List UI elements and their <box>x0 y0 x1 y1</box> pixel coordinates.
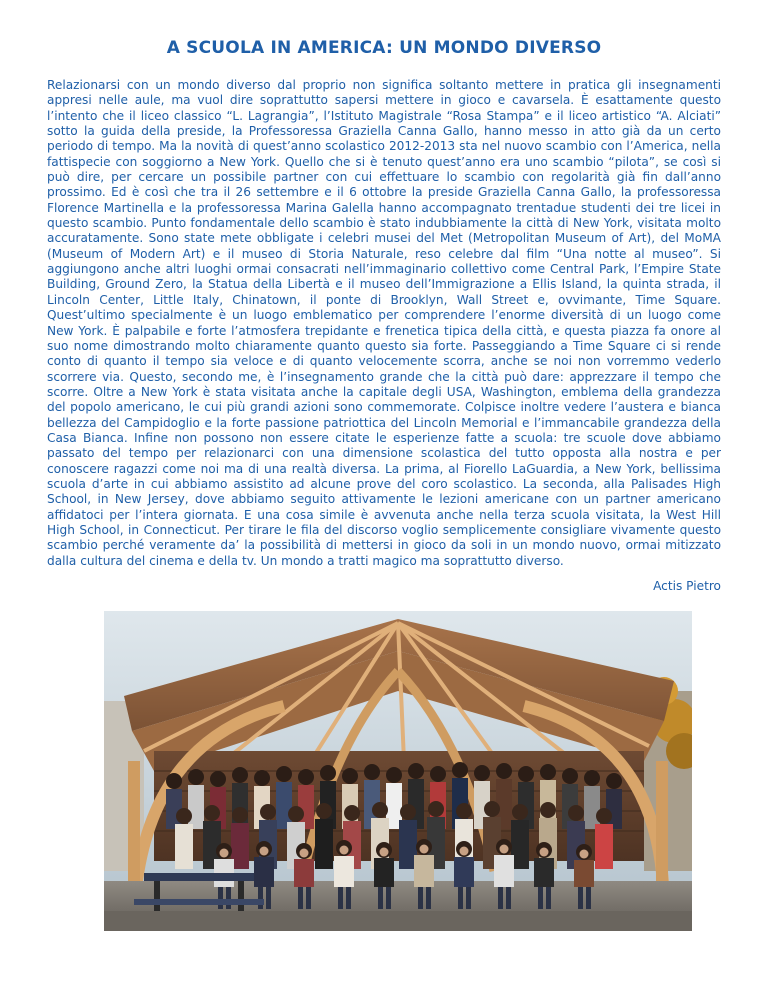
article-body: Relazionarsi con un mondo diverso dal proprio non significa soltanto mettere in pratica gli insegnamenti appresi nelle aule, ma vuol dire soprattutto sapersi mettere in gioco e cavarsela. È esattamente questo l’intento che il liceo classico “L. Lagrangia”, l’Istituto Magistrale “Rosa Stampa” e il liceo artistico “A. Alciati” sotto la guida della preside, la Professoressa Graziella Canna Gallo, hanno messo in atto già da un certo periodo di tempo. Ma la novità di quest’anno scolastico 2012-2013 sta nel nuovo scambio con l’America, nella fattispecie con soggiorno a New York. Quello che si è tenuto quest’anno era uno scambio “pilota”, se così si può dire, per cercare un possibile partner con cui effettuare lo scambio con regolarità già fin dall’anno prossimo. Ed è così che tra il 26 settembre e il 6 ottobre la preside Graziella Canna Gallo, la professoressa Florence Martinella e la professoressa Marina Galella hanno accompagnato trentadue studenti dei tre licei in questo scambio. Punto fondamentale dello scambio è stato indubbiamente la città di New York, visitata molto accuratamente. Sono state mete obbligate i celebri musei del Met (Metropolitan Museum of Art), del MoMA (Museum of Modern Art) e il museo di Storia Naturale, reso celebre dal film “Una notte al museo”. Si aggiungono anche altri luoghi ormai consacrati nell’immaginario collettivo come Central Park, l’Empire State Building, Ground Zero, la Statua della Libertà e il museo dell’Immigrazione a Ellis Island, la quinta strada, il Lincoln Center, Little Italy, Chinatown, il ponte di Brooklyn, Wall Street e, ovvimante, Time Square. Quest’ultimo specialmente è un luogo emblematico per comprendere l’enorme diversità di un luogo come New York. È palpabile e forte l’atmosfera trepidante e frenetica tipica della città, e questa piazza fa onore al suo nome dimostrando molto chiaramente quanto questo sia forte. Passeggiando a Time Square ci si rende conto di quanto il tempo sia veloce e di quanto velocemente scorra, anche se noi non vorremmo vederlo scorrere via. Questo, secondo me, è l’insegnamento grande che la città può dare: apprezzare il tempo che scorre. Oltre a New York è stata visitata anche la capitale degli USA, Washington, emblema della grandezza del popolo americano, le cui più grandi azioni sono commemorate. Colpisce inoltre vedere l’austera e bianca bellezza del Campidoglio e la forte passione patriottica del Lincoln Memorial e l’immancabile grandezza della Casa Bianca. Infine non possono non essere citate le esperienze fatte a scuola: tre scuole dove abbiamo passato del tempo per relazionarci con una dimensione scolastica del tutto opposta alla nostra e per conoscere ragazzi come noi ma di una realtà diversa. La prima, al Fiorello LaGuardia, a New York, bellissima scuola d’arte in cui abbiamo assistito ad alcune prove del coro scolastico. La seconda, alla Palisades High School, in New Jersey, dove abbiamo seguito attivamente le lezioni americane con un partner americano affidatoci per l’intera giornata. E una cosa simile è avvenuta anche nella terza scuola visitata, la West Hill High School, in Connecticut. Per tirare le fila del discorso voglio semplicemente consigliare vivamente questo scambio perché veramente da’ la possibilità di mettersi in gioco da soli in un mondo nuovo, ormai mitizzato dalla cultura del cinema e della tv. Un mondo a tratti magico ma soprattutto diverso. <box>47 78 721 568</box>
group-photo <box>104 611 692 931</box>
author-signature: Actis Pietro <box>653 579 721 593</box>
group-photo-icon <box>104 611 692 931</box>
document-title: A SCUOLA IN AMERICA: UN MONDO DIVERSO <box>166 38 602 58</box>
